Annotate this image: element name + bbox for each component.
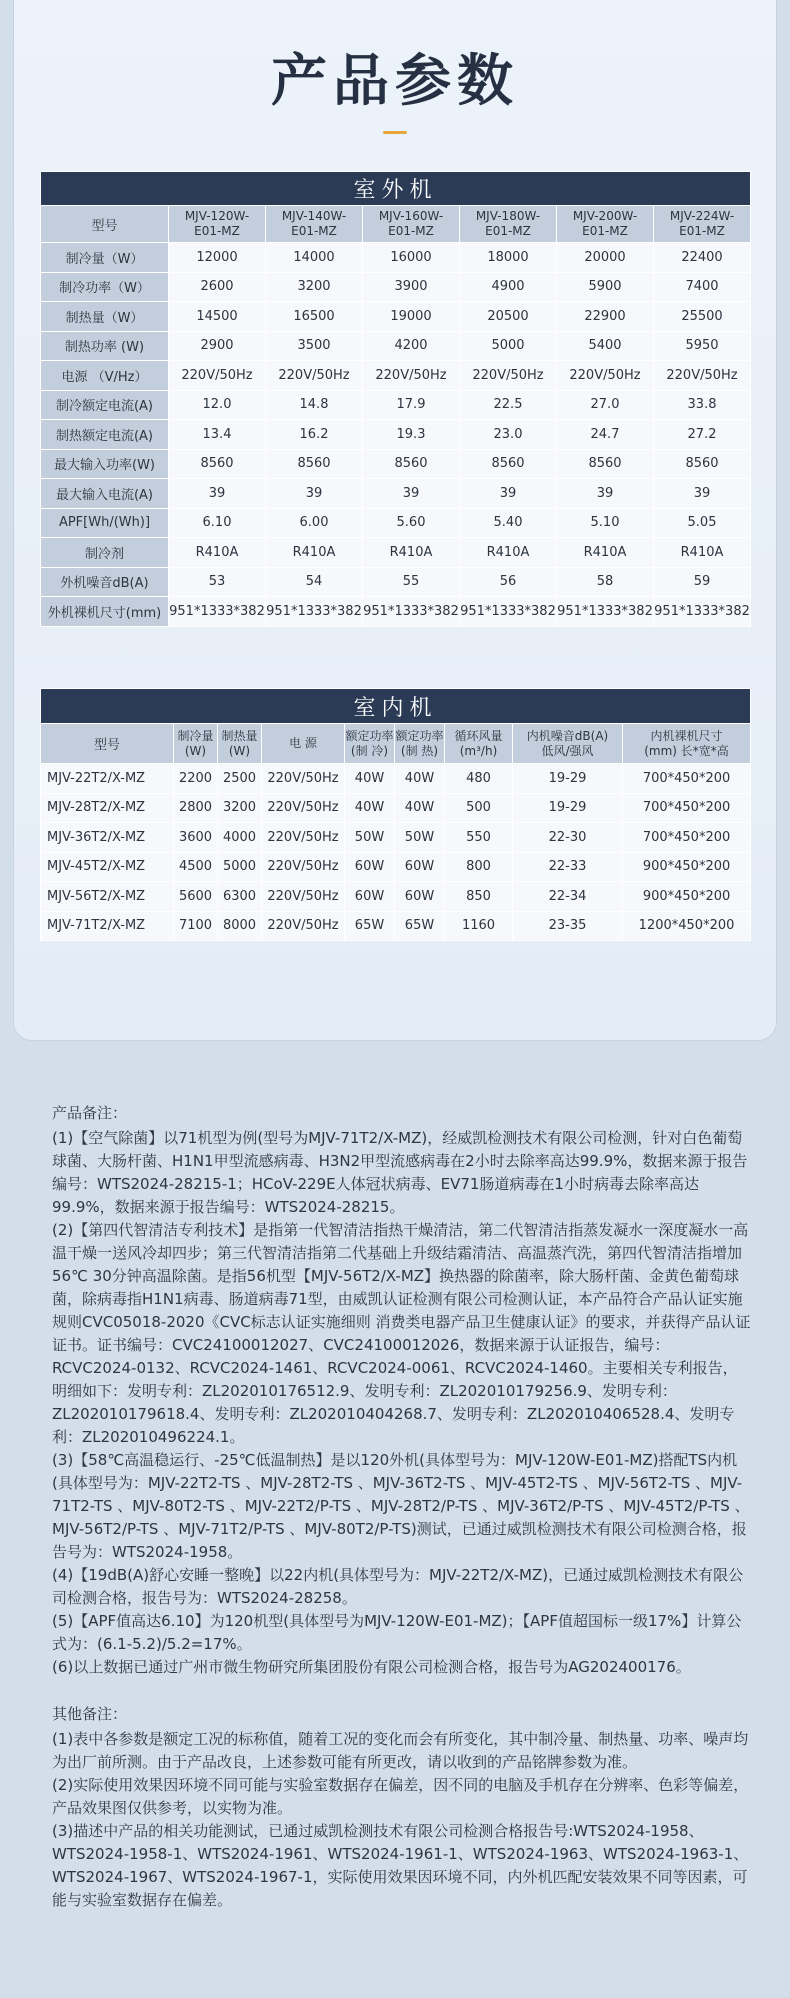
table-cell: 7100 bbox=[174, 911, 218, 941]
row-label: 制冷剂 bbox=[41, 538, 169, 568]
table-cell: 220V/50Hz bbox=[262, 764, 345, 794]
table-cell: 700*450*200 bbox=[623, 793, 751, 823]
table-cell: 220V/50Hz bbox=[460, 361, 557, 391]
table-cell: 50W bbox=[395, 823, 445, 853]
table-cell: 4900 bbox=[460, 272, 557, 302]
table-cell: 5.60 bbox=[363, 508, 460, 538]
table-cell: 12000 bbox=[169, 243, 266, 273]
row-label: 外机裸机尺寸(mm) bbox=[41, 597, 169, 627]
table-cell: 500 bbox=[445, 793, 513, 823]
notes-section bbox=[52, 1102, 752, 1912]
table-cell: 8560 bbox=[654, 449, 751, 479]
table-cell: 16000 bbox=[363, 243, 460, 273]
table-cell: 60W bbox=[345, 852, 395, 882]
table-cell: 3600 bbox=[174, 823, 218, 853]
note-item: (3)【58℃高温稳运行、-25℃低温制热】是以120外机(具体型号为：MJV-120W-E01-MZ)搭配TS内机(具体型号为：MJV-22T2-TS 、MJV-28T2-TS 、MJV-36T2-TS 、MJV-45T2-TS 、MJV-56T2-TS 、MJV-71T2-TS 、MJV-80T2-TS 、MJV-22T2/P-TS 、MJV-28T2/P-TS 、MJV-36T2/P-TS 、MJV-45T2/P-TS 、MJV-56T2/P-TS 、MJV-71T2/P-TS 、MJV-80T2/P-TS)测试，已通过威凯检测技术有限公司检测合格，报告号为：WTS2024-1958。 bbox=[52, 1451, 750, 1561]
table-cell: 39 bbox=[363, 479, 460, 509]
table-cell: R410A bbox=[557, 538, 654, 568]
indoor-model-cell: MJV-36T2/X-MZ bbox=[41, 823, 174, 853]
table-row bbox=[41, 449, 751, 479]
table-cell: 33.8 bbox=[654, 390, 751, 420]
table-cell: 220V/50Hz bbox=[262, 793, 345, 823]
note-item: (5)【APF值高达6.10】为120机型(具体型号为MJV-120W-E01-MZ)；【APF值超国标一级17%】计算公式为：(6.1-5.2)/5.2=17%。 bbox=[52, 1612, 742, 1653]
table-row bbox=[41, 302, 751, 332]
table-cell: 220V/50Hz bbox=[262, 911, 345, 941]
table-cell: 22900 bbox=[557, 302, 654, 332]
table-cell: 550 bbox=[445, 823, 513, 853]
row-label: 制冷额定电流(A) bbox=[41, 390, 169, 420]
table-cell: 3200 bbox=[218, 793, 262, 823]
table-cell: 700*450*200 bbox=[623, 764, 751, 794]
table-cell: 50W bbox=[345, 823, 395, 853]
table-cell: 8560 bbox=[460, 449, 557, 479]
row-label: 制热功率 (W) bbox=[41, 331, 169, 361]
outdoor-model: MJV-180W- E01-MZ bbox=[460, 206, 557, 243]
table-row bbox=[41, 243, 751, 273]
table-cell: 60W bbox=[395, 882, 445, 912]
table-cell: 14.8 bbox=[266, 390, 363, 420]
table-cell: 39 bbox=[266, 479, 363, 509]
table-cell: 40W bbox=[345, 764, 395, 794]
table-cell: 5.05 bbox=[654, 508, 751, 538]
title-divider bbox=[383, 131, 407, 134]
table-row bbox=[41, 852, 751, 882]
table-cell: R410A bbox=[460, 538, 557, 568]
table-cell: 5400 bbox=[557, 331, 654, 361]
table-cell: 220V/50Hz bbox=[262, 852, 345, 882]
table-cell: 59 bbox=[654, 567, 751, 597]
table-cell: 22-30 bbox=[513, 823, 623, 853]
note-item: (1)表中各参数是额定工况的标称值，随着工况的变化而会有所变化，其中制冷量、制热量、功率、噪声均为出厂前所测。由于产品改良，上述参数可能有所更改，请以收到的产品铭牌参数为准。 bbox=[52, 1730, 749, 1771]
table-cell: 14500 bbox=[169, 302, 266, 332]
row-label: 制冷量（W） bbox=[41, 243, 169, 273]
table-cell: 25500 bbox=[654, 302, 751, 332]
table-row bbox=[41, 390, 751, 420]
table-cell: 5.40 bbox=[460, 508, 557, 538]
indoor-banner: 室内机 bbox=[41, 689, 751, 724]
outdoor-model: MJV-224W- E01-MZ bbox=[654, 206, 751, 243]
table-cell: 220V/50Hz bbox=[654, 361, 751, 391]
table-cell: 58 bbox=[557, 567, 654, 597]
table-cell: 24.7 bbox=[557, 420, 654, 450]
table-cell: 5600 bbox=[174, 882, 218, 912]
table-row bbox=[41, 823, 751, 853]
cooling-capacity-header: 制冷量 (W) bbox=[174, 724, 218, 764]
table-cell: 951*1333*382 bbox=[557, 597, 654, 627]
size-header: 内机裸机尺寸 (mm) 长*宽*高 bbox=[623, 724, 751, 764]
row-label: 电源 （V/Hz） bbox=[41, 361, 169, 391]
table-cell: 951*1333*382 bbox=[363, 597, 460, 627]
table-cell: 6.00 bbox=[266, 508, 363, 538]
table-cell: 951*1333*382 bbox=[169, 597, 266, 627]
row-label: APF[Wh/(Wh)] bbox=[41, 508, 169, 538]
table-cell: 480 bbox=[445, 764, 513, 794]
table-cell: 39 bbox=[460, 479, 557, 509]
table-cell: R410A bbox=[169, 538, 266, 568]
table-row bbox=[41, 361, 751, 391]
other-notes-list bbox=[52, 1728, 752, 1912]
indoor-model-cell: MJV-22T2/X-MZ bbox=[41, 764, 174, 794]
product-notes-heading: 产品备注： bbox=[52, 1104, 128, 1122]
table-cell: 1200*450*200 bbox=[623, 911, 751, 941]
table-cell: 27.2 bbox=[654, 420, 751, 450]
table-cell: 54 bbox=[266, 567, 363, 597]
row-label: 制冷功率（W） bbox=[41, 272, 169, 302]
table-cell: 220V/50Hz bbox=[557, 361, 654, 391]
table-cell: 8560 bbox=[266, 449, 363, 479]
table-cell: 850 bbox=[445, 882, 513, 912]
table-cell: 6300 bbox=[218, 882, 262, 912]
noise-header: 内机噪音dB(A) 低风/强风 bbox=[513, 724, 623, 764]
table-cell: 5900 bbox=[557, 272, 654, 302]
table-cell: 18000 bbox=[460, 243, 557, 273]
table-cell: 22.5 bbox=[460, 390, 557, 420]
table-cell: 20000 bbox=[557, 243, 654, 273]
table-cell: 16500 bbox=[266, 302, 363, 332]
table-row bbox=[41, 764, 751, 794]
table-row bbox=[41, 538, 751, 568]
table-row bbox=[41, 331, 751, 361]
row-label: 制热额定电流(A) bbox=[41, 420, 169, 450]
outdoor-model: MJV-140W- E01-MZ bbox=[266, 206, 363, 243]
table-cell: 20500 bbox=[460, 302, 557, 332]
table-cell: 800 bbox=[445, 852, 513, 882]
table-cell: 8560 bbox=[169, 449, 266, 479]
table-cell: 951*1333*382 bbox=[266, 597, 363, 627]
indoor-header-row bbox=[41, 724, 751, 764]
table-cell: 60W bbox=[395, 852, 445, 882]
table-row bbox=[41, 508, 751, 538]
table-cell: 900*450*200 bbox=[623, 852, 751, 882]
table-cell: 8560 bbox=[557, 449, 654, 479]
table-cell: 19000 bbox=[363, 302, 460, 332]
table-row bbox=[41, 882, 751, 912]
airflow-header: 循环风量 (m³/h) bbox=[445, 724, 513, 764]
table-cell: 39 bbox=[169, 479, 266, 509]
indoor-spec-table bbox=[40, 688, 751, 941]
table-cell: 220V/50Hz bbox=[266, 361, 363, 391]
table-cell: 4000 bbox=[218, 823, 262, 853]
table-cell: 40W bbox=[345, 793, 395, 823]
product-notes-list bbox=[52, 1127, 752, 1679]
model-label: 型号 bbox=[41, 206, 169, 243]
table-cell: 4200 bbox=[363, 331, 460, 361]
table-cell: 900*450*200 bbox=[623, 882, 751, 912]
table-cell: 17.9 bbox=[363, 390, 460, 420]
table-cell: R410A bbox=[363, 538, 460, 568]
note-item: (6)以上数据已通过广州市微生物研究所集团股份有限公司检测合格，报告号为AG202400176。 bbox=[52, 1658, 691, 1676]
table-cell: 27.0 bbox=[557, 390, 654, 420]
table-cell: 3200 bbox=[266, 272, 363, 302]
table-cell: 7400 bbox=[654, 272, 751, 302]
indoor-model-cell: MJV-28T2/X-MZ bbox=[41, 793, 174, 823]
table-cell: 14000 bbox=[266, 243, 363, 273]
table-cell: 5950 bbox=[654, 331, 751, 361]
row-label: 最大输入电流(A) bbox=[41, 479, 169, 509]
indoor-model-cell: MJV-56T2/X-MZ bbox=[41, 882, 174, 912]
table-cell: R410A bbox=[654, 538, 751, 568]
row-label: 外机噪音dB(A) bbox=[41, 567, 169, 597]
outdoor-model-row bbox=[41, 206, 751, 243]
outdoor-banner: 室外机 bbox=[41, 172, 751, 206]
table-row bbox=[41, 597, 751, 627]
note-item: (2)实际使用效果因环境不同可能与实验室数据存在偏差，因不同的电脑及手机存在分辨率、色彩等偏差，产品效果图仅供参考，以实物为准。 bbox=[52, 1776, 749, 1817]
table-cell: 22400 bbox=[654, 243, 751, 273]
table-cell: 40W bbox=[395, 764, 445, 794]
note-item: (3)描述中产品的相关功能测试，已通过威凯检测技术有限公司检测合格报告号:WTS2024-1958、WTS2024-1958-1、WTS2024-1961、WTS2024-1961-1、WTS2024-1963、WTS2024-1963-1、WTS2024-1967、WTS2024-1967-1，实际使用效果因环境不同，内外机匹配安装效果不同等因素，可能与实验室数据存在偏差。 bbox=[52, 1822, 749, 1909]
outdoor-model: MJV-200W- E01-MZ bbox=[557, 206, 654, 243]
outdoor-model: MJV-120W- E01-MZ bbox=[169, 206, 266, 243]
table-cell: 220V/50Hz bbox=[262, 882, 345, 912]
note-item: (4)【19dB(A)舒心安睡一整晚】以22内机(具体型号为：MJV-22T2/X-MZ)，已通过威凯检测技术有限公司检测合格，报告号为：WTS2024-28258。 bbox=[52, 1566, 744, 1607]
table-cell: 39 bbox=[654, 479, 751, 509]
table-cell: 53 bbox=[169, 567, 266, 597]
table-cell: 19.3 bbox=[363, 420, 460, 450]
table-cell: 3500 bbox=[266, 331, 363, 361]
table-row bbox=[41, 420, 751, 450]
table-cell: 12.0 bbox=[169, 390, 266, 420]
table-cell: 60W bbox=[345, 882, 395, 912]
table-cell: 6.10 bbox=[169, 508, 266, 538]
table-row bbox=[41, 479, 751, 509]
table-cell: 220V/50Hz bbox=[363, 361, 460, 391]
table-cell: 16.2 bbox=[266, 420, 363, 450]
table-cell: 5000 bbox=[460, 331, 557, 361]
table-cell: 65W bbox=[345, 911, 395, 941]
indoor-model-cell: MJV-71T2/X-MZ bbox=[41, 911, 174, 941]
table-cell: 13.4 bbox=[169, 420, 266, 450]
table-cell: 951*1333*382 bbox=[460, 597, 557, 627]
table-row bbox=[41, 272, 751, 302]
power-supply-header: 电 源 bbox=[262, 724, 345, 764]
table-cell: 2200 bbox=[174, 764, 218, 794]
note-item: (2)【第四代智清洁专利技术】是指第一代智清洁指热干燥清洁，第二代智清洁指蒸发凝水一深度凝水一高温干燥一送风冷却四步；第三代智清洁指第二代基础上升级结霜清洁、高温蒸汽洗，第四代智清洁指增加56℃ 30分钟高温除菌。是指56机型【MJV-56T2/X-MZ】换热器的除菌率，除大肠杆菌、金黄色葡萄球菌，除病毒指H1N1病毒、肠道病毒71型，由威凯认证检测有限公司检测认证，本产品符合产品认证实施规则CVC05018-2020《CVC标志认证实施细则 消费类电器产品卫生健康认证》的要求，并获得产品认证证书。证书编号：CVC24100012027、CVC24100012026，数据来源于认证报告，编号：RCVC2024-0132、RCVC2024-1461、RCVC2024-0061、RCVC2024-1460。主要相关专利报告，明细如下：发明专利：ZL202010176512.9、发明专利：ZL202010179256.9、发明专利：ZL202010179618.4、发明专利：ZL202010404268.7、发明专利：ZL202010406528.4、发明专利：ZL202010496224.1。 bbox=[52, 1221, 751, 1446]
table-cell: 23-35 bbox=[513, 911, 623, 941]
table-cell: 39 bbox=[557, 479, 654, 509]
table-cell: 2800 bbox=[174, 793, 218, 823]
table-cell: 1160 bbox=[445, 911, 513, 941]
table-cell: 65W bbox=[395, 911, 445, 941]
row-label: 制热量（W） bbox=[41, 302, 169, 332]
table-cell: 700*450*200 bbox=[623, 823, 751, 853]
heating-capacity-header: 制热量 (W) bbox=[218, 724, 262, 764]
other-notes-heading: 其他备注： bbox=[52, 1705, 128, 1723]
table-cell: 4500 bbox=[174, 852, 218, 882]
table-cell: 8560 bbox=[363, 449, 460, 479]
table-cell: 56 bbox=[460, 567, 557, 597]
table-cell: R410A bbox=[266, 538, 363, 568]
outdoor-model: MJV-160W- E01-MZ bbox=[363, 206, 460, 243]
table-cell: 22-33 bbox=[513, 852, 623, 882]
table-cell: 5.10 bbox=[557, 508, 654, 538]
table-cell: 19-29 bbox=[513, 764, 623, 794]
table-row bbox=[41, 567, 751, 597]
table-cell: 8000 bbox=[218, 911, 262, 941]
table-cell: 23.0 bbox=[460, 420, 557, 450]
table-cell: 55 bbox=[363, 567, 460, 597]
table-cell: 22-34 bbox=[513, 882, 623, 912]
table-cell: 3900 bbox=[363, 272, 460, 302]
outdoor-spec-table bbox=[40, 171, 751, 627]
table-cell: 951*1333*382 bbox=[654, 597, 751, 627]
table-cell: 5000 bbox=[218, 852, 262, 882]
indoor-model-cell: MJV-45T2/X-MZ bbox=[41, 852, 174, 882]
table-cell: 2600 bbox=[169, 272, 266, 302]
table-cell: 40W bbox=[395, 793, 445, 823]
table-cell: 2500 bbox=[218, 764, 262, 794]
table-cell: 19-29 bbox=[513, 793, 623, 823]
table-cell: 220V/50Hz bbox=[169, 361, 266, 391]
model-header: 型号 bbox=[41, 724, 174, 764]
page-title: 产品参数 bbox=[271, 49, 519, 114]
heating-power-header: 额定功率 (制 热) bbox=[395, 724, 445, 764]
table-cell: 2900 bbox=[169, 331, 266, 361]
table-row bbox=[41, 911, 751, 941]
row-label: 最大输入功率(W) bbox=[41, 449, 169, 479]
table-row bbox=[41, 793, 751, 823]
note-item: (1)【空气除菌】以71机型为例(型号为MJV-71T2/X-MZ)，经威凯检测技术有限公司检测，针对白色葡萄球菌、大肠杆菌、H1N1甲型流感病毒、H3N2甲型流感病毒在2小时去除率高达99.9%，数据来源于报告编号：WTS2024-28215-1；HCoV-229E人体冠状病毒、EV71肠道病毒在1小时病毒去除率高达99.9%，数据来源于报告编号：WTS2024-28215。 bbox=[52, 1129, 748, 1216]
cooling-power-header: 额定功率 (制 冷) bbox=[345, 724, 395, 764]
table-cell: 220V/50Hz bbox=[262, 823, 345, 853]
